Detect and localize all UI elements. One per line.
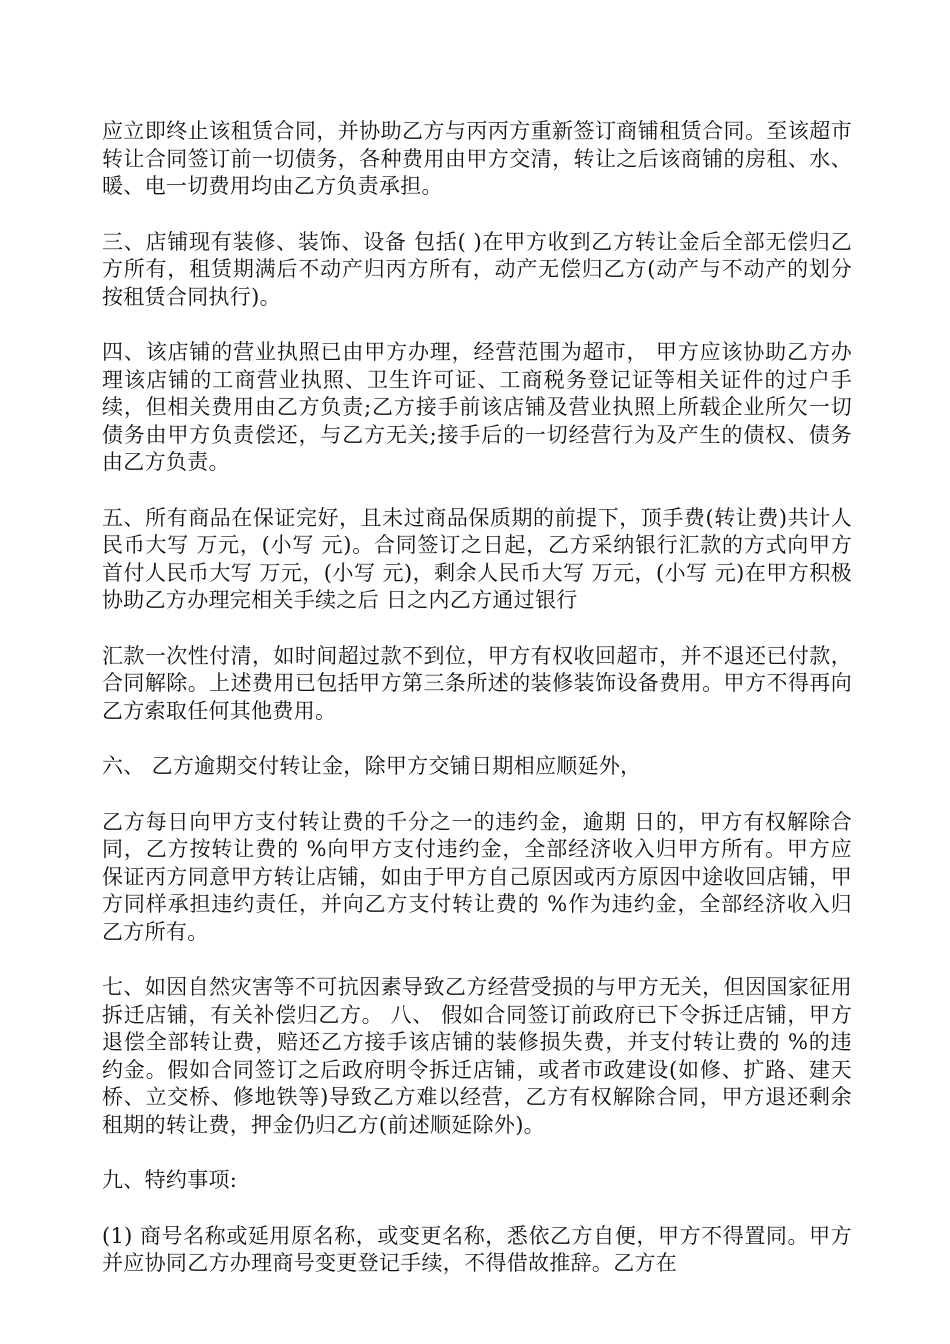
paragraph-payment: 汇款一次性付清，如时间超过款不到位，甲方有权收回超市，并不退还已付款，合同解除。上述费用已包括甲方第三条所述的装修装饰设备费用。甲方不得再向乙方索取任何其他费用。 bbox=[102, 643, 852, 723]
paragraph-section-5: 五、所有商品在保证完好，且未过商品保质期的前提下，顶手费(转让费)共计人民币大写 万元，(小写 元)。合同签订之日起，乙方采纳银行汇款的方式向甲方首付人民币大写 万元，(小写 元)，剩余人民币大写 万元，(小写 元)在甲方积极协助乙方办理完相关手续之后 日之内乙方通过银行 bbox=[102, 505, 852, 612]
paragraph-special-item-1: (1) 商号名称或延用原名称，或变更名称，悉依乙方自便，甲方不得置同。甲方并应协同乙方办理商号变更登记手续，不得借故推辞。乙方在 bbox=[102, 1223, 852, 1275]
paragraph-section-7-8: 七、如因自然灾害等不可抗因素导致乙方经营受损的与甲方无关，但因国家征用拆迁店铺，有关补偿归乙方。 八、 假如合同签订前政府已下令拆迁店铺，甲方退偿全部转让费，赔还乙方接手该店铺的装修损失费，并支付转让费的 %的违约金。假如合同签订之后政府明令拆迁店铺，或者市政建设(如修、扩路、建天桥、立交桥、修地铁等)导致乙方难以经营，乙方有权解除合同，甲方退还剩余租期的转让费，押金仍归乙方(前述顺延除外)。 bbox=[102, 975, 852, 1137]
paragraph-penalty: 乙方每日向甲方支付转让费的千分之一的违约金，逾期 日的，甲方有权解除合同，乙方按转让费的 %向甲方支付违约金，全部经济收入归甲方所有。甲方应保证丙方同意甲方转让店铺，如由于甲方自己原因或丙方原因中途收回店铺，甲方同样承担违约责任，并向乙方支付转让费的 %作为违约金，全部经济收入归乙方所有。 bbox=[102, 809, 852, 944]
paragraph-section-4: 四、该店铺的营业执照已由甲方办理，经营范围为超市， 甲方应该协助乙方办理该店铺的工商营业执照、卫生许可证、工商税务登记证等相关证件的过户手续，但相关费用由乙方负责;乙方接手前该店铺及营业执照上所载企业所欠一切债务由甲方负责偿还，与乙方无关;接手后的一切经营行为及产生的债权、债务由乙方负责。 bbox=[102, 340, 852, 474]
paragraph-termination: 应立即终止该租赁合同，并协助乙方与丙丙方重新签订商铺租赁合同。至该超市转让合同签订前一切债务，各种费用由甲方交清，转让之后该商铺的房租、水、暖、电一切费用均由乙方负责承担。 bbox=[102, 119, 852, 198]
paragraph-section-9: 九、特约事项: bbox=[102, 1168, 238, 1192]
document-page bbox=[102, 118, 852, 1306]
paragraph-section-3: 三、店铺现有装修、装饰、设备 包括( )在甲方收到乙方转让金后全部无偿归乙方所有，租赁期满后不动产归丙方所有，动产无偿归乙方(动产与不动产的划分按租赁合同执行)。 bbox=[102, 229, 852, 309]
paragraph-section-6: 六、 乙方逾期交付转让金，除甲方交铺日期相应顺延外， bbox=[102, 754, 642, 778]
